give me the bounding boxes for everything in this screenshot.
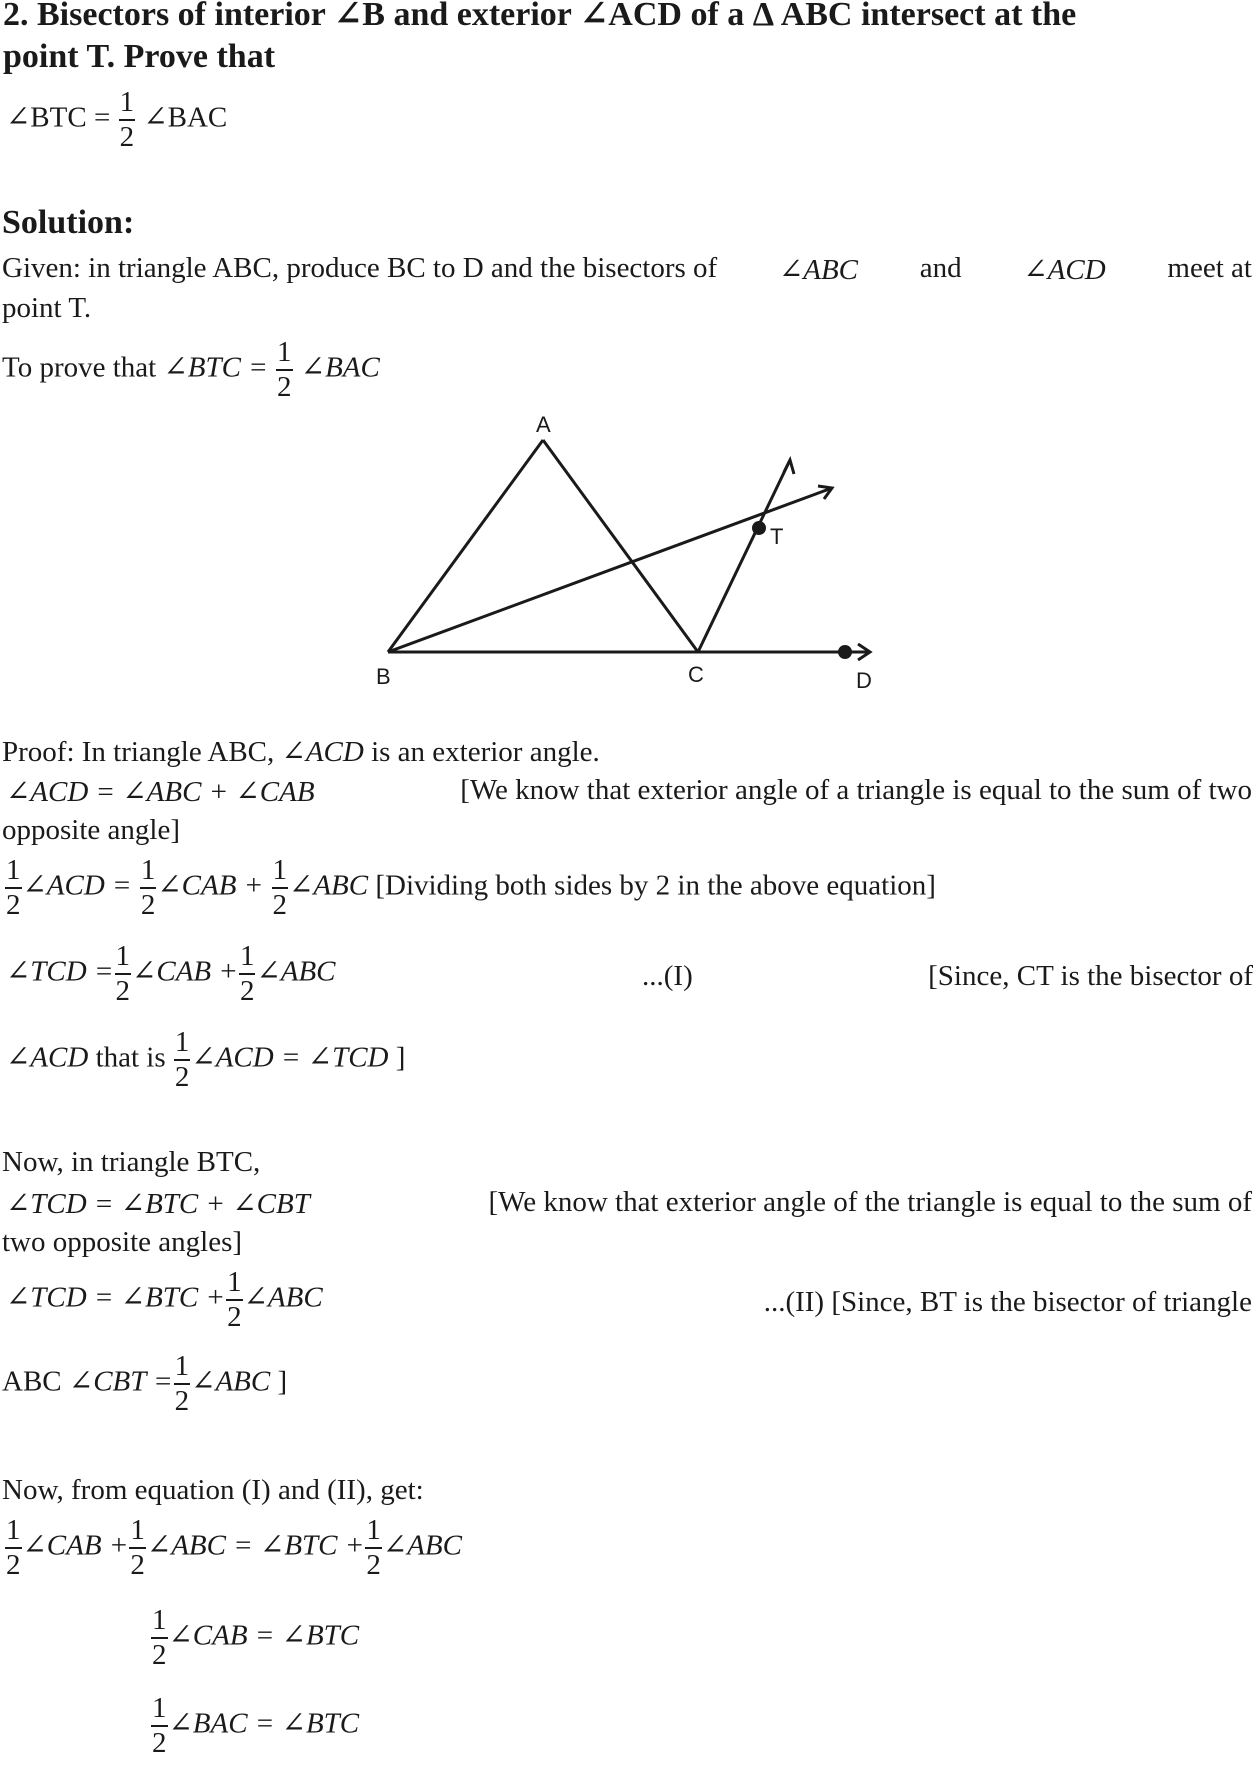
label-c: C	[688, 662, 704, 687]
fraction: $\frac{1}{2}$	[119, 86, 135, 153]
proof-line-13: $\frac{1}{2}$ ∠BAC = ∠BTC	[152, 1692, 360, 1759]
proof-line-8: ∠TCD = ∠BTC + $\frac{1}{2}$ ∠ABC	[6, 1266, 323, 1333]
question-line-2: point T. Prove that	[3, 38, 276, 75]
proof-line-7b: two opposite angles]	[2, 1226, 243, 1258]
given-line-2: point T.	[2, 292, 92, 324]
proof-line-5: ∠ACD that is $\frac{1}{2}$ ∠ACD = ∠TCD ]	[6, 1026, 406, 1093]
question-line-1: 2. Bisectors of interior ∠B and exterior ∠ACD of a Δ ABC intersect at the	[3, 0, 1077, 33]
to-prove: To prove that ∠BTC = $\frac{1}{2}$ ∠BAC	[2, 336, 380, 403]
proof-line-6: Now, in triangle BTC,	[2, 1146, 261, 1178]
proof-line-10: Now, from equation (I) and (II), get:	[2, 1474, 424, 1506]
proof-line-12: $\frac{1}{2}$ ∠CAB = ∠BTC	[152, 1604, 360, 1671]
point-t	[752, 521, 766, 535]
label-a: A	[536, 412, 551, 437]
bisector-ct	[698, 460, 790, 652]
proof-line-9: ABC ∠CBT = $\frac{1}{2}$ ∠ABC ]	[2, 1350, 288, 1417]
proof-line-7: ∠TCD = ∠BTC + ∠CBT [We know that exterior angle of the triangle is equal to the sum of	[6, 1186, 1252, 1220]
eq-tag-1: ...(I)	[642, 960, 693, 992]
label-t: T	[770, 524, 784, 549]
proof-line-3: $\frac{1}{2}$ ∠ACD = $\frac{1}{2}$ ∠CAB + $\frac{1}{2}$ ∠ABC [Dividing both sides by 2 in the above equation]	[6, 854, 936, 921]
eq-tag-2: ...(II) [Since, BT is the bisector of triangle	[763, 1286, 1252, 1318]
proof-line-4: ∠TCD = $\frac{1}{2}$ ∠CAB + $\frac{1}{2}$ ∠ABC	[6, 940, 336, 1007]
arrow-ct-icon	[784, 460, 794, 474]
label-b: B	[376, 664, 391, 689]
proof-line-2: ∠ACD = ∠ABC + ∠CAB [We know that exterior angle of a triangle is equal to the sum of two	[6, 774, 1252, 808]
question-claim: ∠BTC = $\frac{1}{2}$ ∠BAC	[6, 86, 228, 153]
side-ab	[388, 440, 543, 652]
solution-heading: Solution:	[2, 204, 135, 241]
triangle-figure	[370, 410, 890, 700]
proof-line-2b: opposite angle]	[2, 814, 180, 846]
given-line: Given: in triangle ABC, produce BC to D and the bisectors of ∠ABC and ∠ACD meet at	[2, 252, 1252, 286]
label-d: D	[856, 668, 872, 693]
proof-line-11: $\frac{1}{2}$ ∠CAB + $\frac{1}{2}$ ∠ABC = ∠BTC + $\frac{1}{2}$ ∠ABC	[6, 1514, 462, 1581]
point-d	[838, 645, 852, 659]
proof-line-1: Proof: In triangle ABC, ∠ACD is an exterior angle.	[2, 736, 600, 768]
proof-note-4: [Since, CT is the bisector of	[928, 960, 1253, 992]
